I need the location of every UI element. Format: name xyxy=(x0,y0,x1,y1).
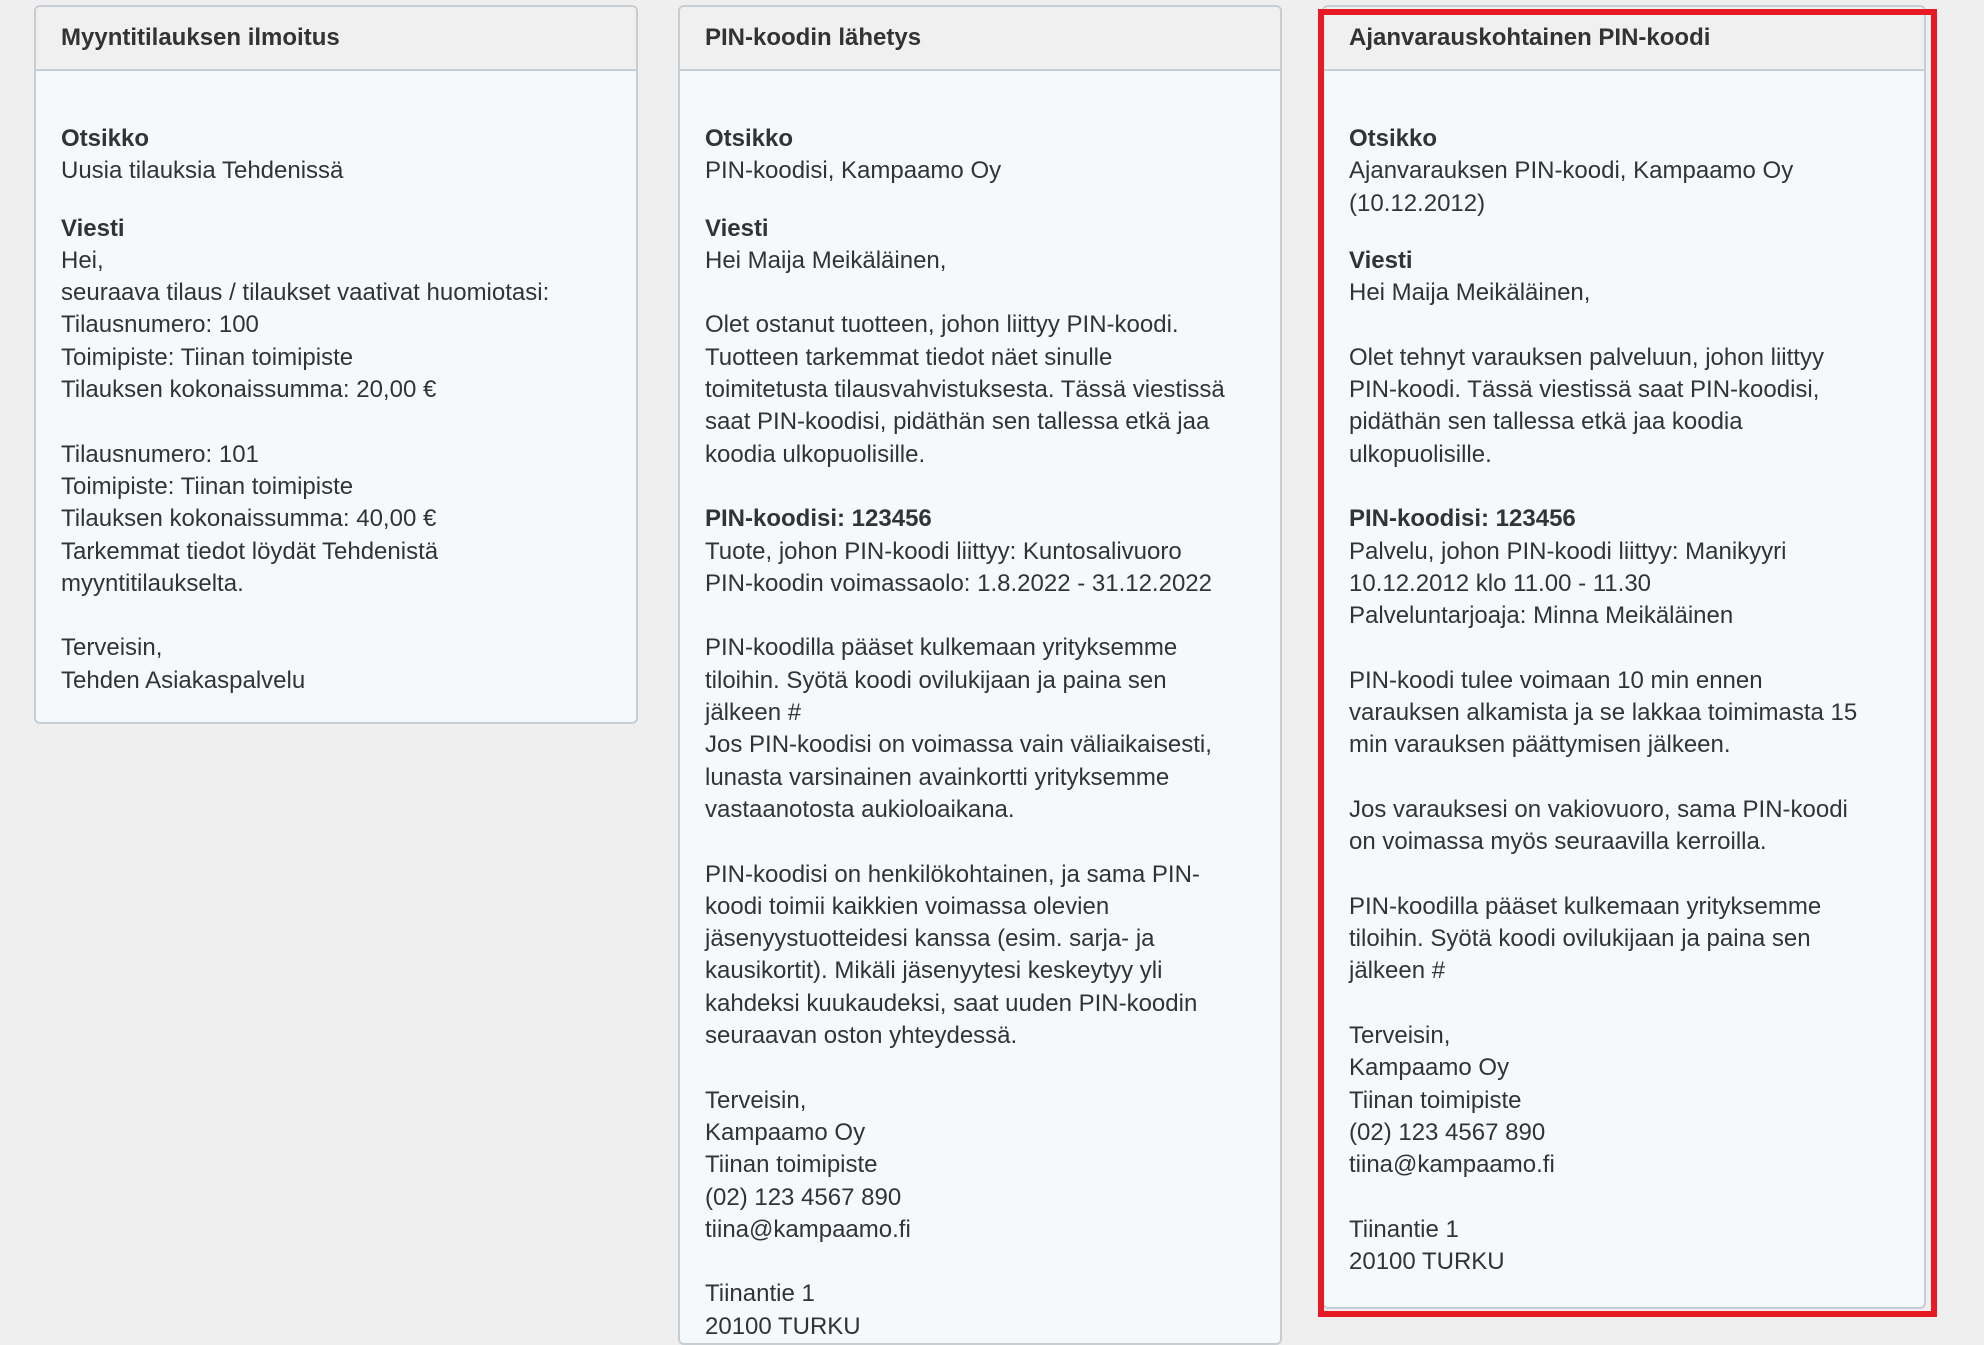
text-line: Terveisin, xyxy=(61,634,163,662)
text-line xyxy=(1349,988,1899,1020)
panel-title: PIN-koodin lähetys xyxy=(680,7,1280,71)
text-line: Toimipiste: Tiinan toimipiste xyxy=(61,343,354,371)
text-line: seuraavan oston yhteydessä. xyxy=(705,1022,1018,1050)
text-line: Hei Maija Meikäläinen, xyxy=(705,246,947,274)
text-line: PIN-koodilla pääset kulkemaan yrityksemme xyxy=(705,634,1178,662)
text-line: Jos varauksesi on vakiovuoro, sama PIN-koodi xyxy=(1349,795,1848,823)
text-line: Olet tehnyt varauksen palveluun, johon liittyy xyxy=(1349,343,1824,371)
text-line xyxy=(1349,471,1899,503)
text-line: PIN-koodisi on henkilökohtainen, ja sama PIN- xyxy=(705,860,1200,888)
text-line: ulkopuolisille. xyxy=(1349,440,1492,468)
text-line: Tiinan toimipiste xyxy=(1349,1086,1522,1114)
text-line: Hei, xyxy=(61,246,104,274)
text-line: Tilauksen kokonaissumma: 40,00 € xyxy=(61,505,437,533)
text-line xyxy=(1349,1182,1899,1214)
message-text xyxy=(1349,277,1899,1278)
text-line: Tiinan toimipiste xyxy=(705,1151,878,1179)
panel-body xyxy=(36,71,636,717)
text-line xyxy=(1349,309,1899,341)
text-line: toimitetusta tilausvahvistuksesta. Tässä viestissä xyxy=(705,376,1225,404)
panel-body xyxy=(680,71,1280,1345)
text-line: Uusia tilauksia Tehdenissä xyxy=(61,157,344,185)
message-label: Viesti xyxy=(705,214,769,242)
text-line: 20100 TURKU xyxy=(1349,1248,1505,1276)
text-line: seuraava tilaus / tilaukset vaativat huomiotasi: xyxy=(61,279,550,307)
text-line: pidäthän sen tallessa etkä jaa koodia xyxy=(1349,408,1743,436)
text-line xyxy=(61,406,611,438)
text-line: (10.12.2012) xyxy=(1349,189,1486,217)
text-line: Tuote, johon PIN-koodi liittyy: Kuntosalivuoro xyxy=(705,537,1182,565)
text-line: jälkeen # xyxy=(1349,957,1446,985)
text-line: Tiinantie 1 xyxy=(1349,1215,1459,1243)
subject-label: Otsikko xyxy=(61,125,150,152)
text-line: tiina@kampaamo.fi xyxy=(705,1215,911,1243)
text-line: koodi toimii kaikkien voimassa olevien xyxy=(705,892,1110,920)
text-line: Palvelu, johon PIN-koodi liittyy: Manikyyri xyxy=(1349,537,1787,565)
text-line: Tarkemmat tiedot löydät Tehdenistä xyxy=(61,537,439,565)
text-line: saat PIN-koodisi, pidäthän sen tallessa etkä jaa xyxy=(705,408,1210,436)
text-line: Hei Maija Meikäläinen, xyxy=(1349,279,1591,307)
subject-text xyxy=(705,155,1255,187)
text-line: on voimassa myös seuraavilla kerroilla. xyxy=(1349,828,1767,856)
message-label: Viesti xyxy=(61,214,125,242)
text-line: 20100 TURKU xyxy=(705,1312,861,1340)
text-line: Ajanvarauksen PIN-koodi, Kampaamo Oy xyxy=(1349,157,1794,185)
text-line xyxy=(61,600,611,632)
message-text xyxy=(61,245,611,697)
text-line: Toimipiste: Tiinan toimipiste xyxy=(61,472,354,500)
panel-body xyxy=(1324,71,1924,1298)
text-line: Palveluntarjoaja: Minna Meikäläinen xyxy=(1349,602,1734,630)
panel-title: Myyntitilauksen ilmoitus xyxy=(36,7,636,71)
text-line: (02) 123 4567 890 xyxy=(705,1183,902,1211)
text-line: Terveisin, xyxy=(1349,1022,1451,1050)
message-text xyxy=(705,245,1255,1343)
text-line xyxy=(705,826,1255,858)
panel-pin-koodin-lahetys[interactable] xyxy=(678,5,1282,1345)
text-line: Tuotteen tarkemmat tiedot näet sinulle xyxy=(705,343,1113,371)
text-line: myyntitilaukselta. xyxy=(61,569,244,597)
panel-title: Ajanvarauskohtainen PIN-koodi xyxy=(1324,7,1924,71)
text-line: 10.12.2012 klo 11.00 - 11.30 xyxy=(1349,569,1652,597)
text-line: tiloihin. Syötä koodi ovilukijaan ja paina sen xyxy=(705,666,1167,694)
text-line: tiloihin. Syötä koodi ovilukijaan ja paina sen xyxy=(1349,925,1811,953)
text-line xyxy=(1349,762,1899,794)
text-line: Tilausnumero: 101 xyxy=(61,440,259,468)
text-line: min varauksen päättymisen jälkeen. xyxy=(1349,731,1731,759)
text-line: PIN-koodisi: 123456 xyxy=(705,505,932,533)
text-line: jälkeen # xyxy=(705,699,802,727)
text-line: Terveisin, xyxy=(705,1086,807,1114)
text-line: Tiinantie 1 xyxy=(705,1280,815,1308)
subject-label: Otsikko xyxy=(705,125,794,152)
text-line xyxy=(705,1246,1255,1278)
text-line: Tilauksen kokonaissumma: 20,00 € xyxy=(61,376,437,404)
text-line: varauksen alkamista ja se lakkaa toimimasta 15 xyxy=(1349,699,1858,727)
text-line: Tilausnumero: 100 xyxy=(61,311,259,339)
text-line: Jos PIN-koodisi on voimassa vain väliaikaisesti, xyxy=(705,731,1212,759)
text-line xyxy=(705,277,1255,309)
subject-text xyxy=(61,155,611,187)
text-line: vastaanotosta aukioloaikana. xyxy=(705,795,1015,823)
text-line xyxy=(705,600,1255,632)
text-line: kausikortit). Mikäli jäsenyytesi keskeytyy yli xyxy=(705,957,1163,985)
text-line: PIN-koodisi, Kampaamo Oy xyxy=(705,157,1002,185)
subject-label: Otsikko xyxy=(1349,125,1438,152)
text-line: Tehden Asiakaspalvelu xyxy=(61,666,306,694)
text-line: PIN-koodin voimassaolo: 1.8.2022 - 31.12.2022 xyxy=(705,569,1212,597)
text-line xyxy=(705,1052,1255,1084)
message-label: Viesti xyxy=(1349,246,1413,274)
panel-myyntitilauksen-ilmoitus[interactable] xyxy=(34,5,638,724)
subject-text xyxy=(1349,155,1899,220)
text-line: PIN-koodilla pääset kulkemaan yrityksemme xyxy=(1349,892,1822,920)
panel-ajanvarauskohtainen-pin-koodi[interactable] xyxy=(1322,5,1926,1309)
text-line: jäsenyystuotteidesi kanssa (esim. sarja- ja xyxy=(705,925,1155,953)
text-line: tiina@kampaamo.fi xyxy=(1349,1151,1555,1179)
text-line: PIN-koodi. Tässä viestissä saat PIN-koodisi, xyxy=(1349,376,1820,404)
text-line xyxy=(1349,632,1899,664)
text-line: Kampaamo Oy xyxy=(1349,1054,1510,1082)
text-line: koodia ulkopuolisille. xyxy=(705,440,926,468)
text-line: kahdeksi kuukaudeksi, saat uuden PIN-koodin xyxy=(705,989,1198,1017)
text-line: PIN-koodi tulee voimaan 10 min ennen xyxy=(1349,666,1763,694)
text-line: PIN-koodisi: 123456 xyxy=(1349,505,1576,533)
text-line: lunasta varsinainen avainkortti yrityksemme xyxy=(705,763,1170,791)
text-line xyxy=(705,471,1255,503)
text-line xyxy=(1349,859,1899,891)
text-line: Kampaamo Oy xyxy=(705,1118,866,1146)
text-line: (02) 123 4567 890 xyxy=(1349,1118,1546,1146)
text-line: Olet ostanut tuotteen, johon liittyy PIN-koodi. xyxy=(705,311,1179,339)
